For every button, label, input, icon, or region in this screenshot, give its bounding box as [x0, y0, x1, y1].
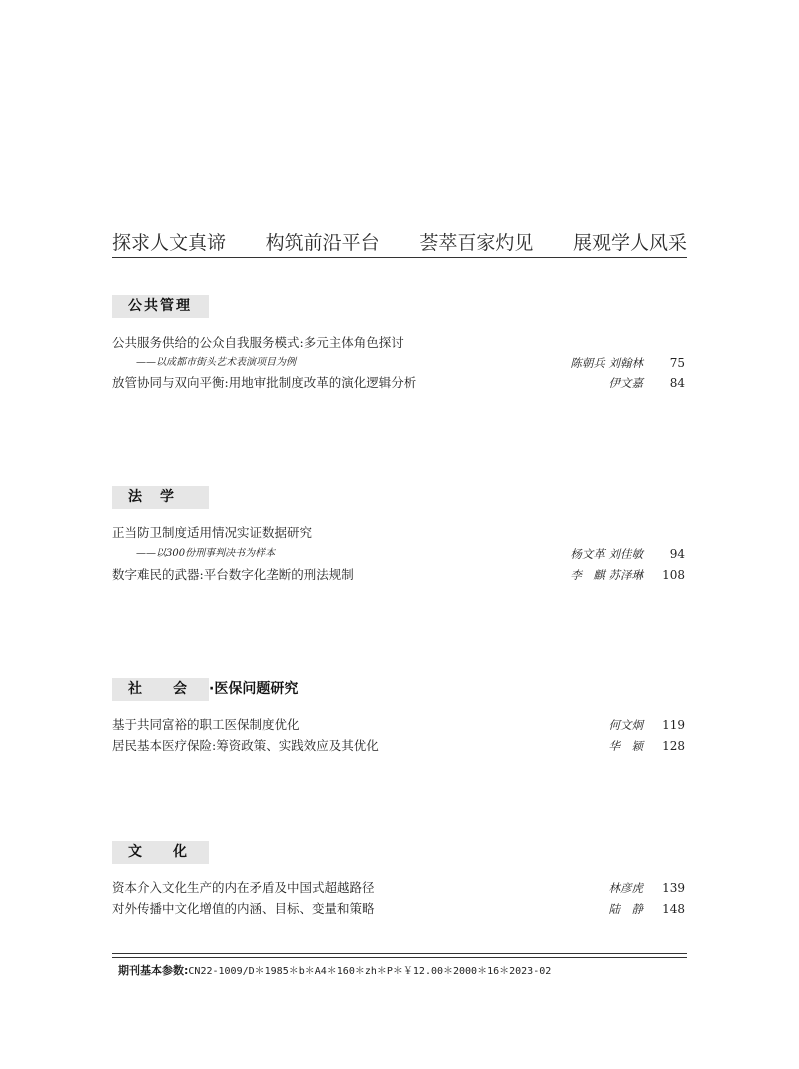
motto-2: 构筑前沿平台: [265, 231, 380, 254]
article-title: 对外传播中文化增值的内涵、目标、变量和策略: [112, 901, 375, 916]
section-label-public-management: 公共管理: [112, 295, 209, 318]
article-title: 基于共同富裕的职工医保制度优化: [112, 717, 300, 732]
article-page: 119: [662, 718, 685, 732]
toc-entry[interactable]: [112, 737, 687, 755]
article-title: 正当防卫制度适用情况实证数据研究: [112, 525, 313, 540]
toc-entry[interactable]: [112, 524, 687, 542]
footer-divider-bottom: [112, 957, 687, 958]
article-authors: 何文炯: [608, 718, 643, 732]
article-page: 108: [662, 568, 685, 582]
footer-divider-top: [112, 953, 687, 954]
article-page: 75: [669, 356, 685, 370]
section-label-society: 社 会: [112, 678, 209, 701]
article-title: 数字难民的武器:平台数字化垄断的刑法规制: [112, 567, 354, 582]
toc-entry[interactable]: [112, 900, 687, 918]
toc-entry[interactable]: [112, 334, 687, 352]
toc-entry[interactable]: [112, 566, 687, 584]
toc-entry-continuation[interactable]: [112, 354, 687, 372]
motto-1: 探求人文真谛: [112, 231, 227, 254]
toc-entry[interactable]: [112, 374, 687, 392]
toc-entry[interactable]: [112, 879, 687, 897]
section-label-culture: 文 化: [112, 841, 209, 864]
article-page: 84: [669, 376, 685, 390]
article-title: 资本介入文化生产的内在矛盾及中国式超越路径: [112, 880, 375, 895]
section-sublabel-medical-insurance: ·医保问题研究: [209, 681, 299, 697]
article-subtitle: ——以成都市街头艺术表演项目为例: [136, 357, 296, 368]
journal-parameters-value: CN22-1009/D＊1985＊b＊A4＊160＊zh＊P＊￥12.00＊2000＊16＊2023-02: [188, 966, 552, 977]
article-title: 公共服务供给的公众自我服务模式:多元主体角色探讨: [112, 335, 404, 350]
motto-divider: [112, 257, 687, 258]
article-authors: 陈朝兵 刘翰林: [570, 356, 643, 370]
toc-entry-continuation[interactable]: [112, 545, 687, 563]
journal-motto: [112, 224, 687, 258]
article-authors: 陆 静: [608, 902, 643, 916]
article-authors: 伊文嘉: [608, 376, 643, 390]
journal-parameters: [118, 962, 551, 978]
toc-entry[interactable]: [112, 716, 687, 734]
article-subtitle: ——以300份刑事判决书为样本: [136, 548, 276, 559]
article-authors: 华 颖: [608, 739, 643, 753]
article-page: 128: [662, 739, 685, 753]
motto-3: 荟萃百家灼见: [419, 231, 534, 254]
motto-4: 展观学人风采: [572, 231, 687, 254]
article-page: 94: [669, 547, 685, 561]
article-authors: 李 麒 苏泽琳: [570, 568, 643, 582]
article-title: 居民基本医疗保险:筹资政策、实践效应及其优化: [112, 738, 379, 753]
article-authors: 林彦虎: [608, 881, 643, 895]
article-authors: 杨文革 刘佳敏: [570, 547, 643, 561]
journal-parameters-label: 期刊基本参数:: [118, 964, 189, 977]
article-page: 139: [662, 881, 685, 895]
article-title: 放管协同与双向平衡:用地审批制度改革的演化逻辑分析: [112, 375, 417, 390]
article-page: 148: [662, 902, 685, 916]
section-label-law: 法 学: [112, 486, 209, 509]
